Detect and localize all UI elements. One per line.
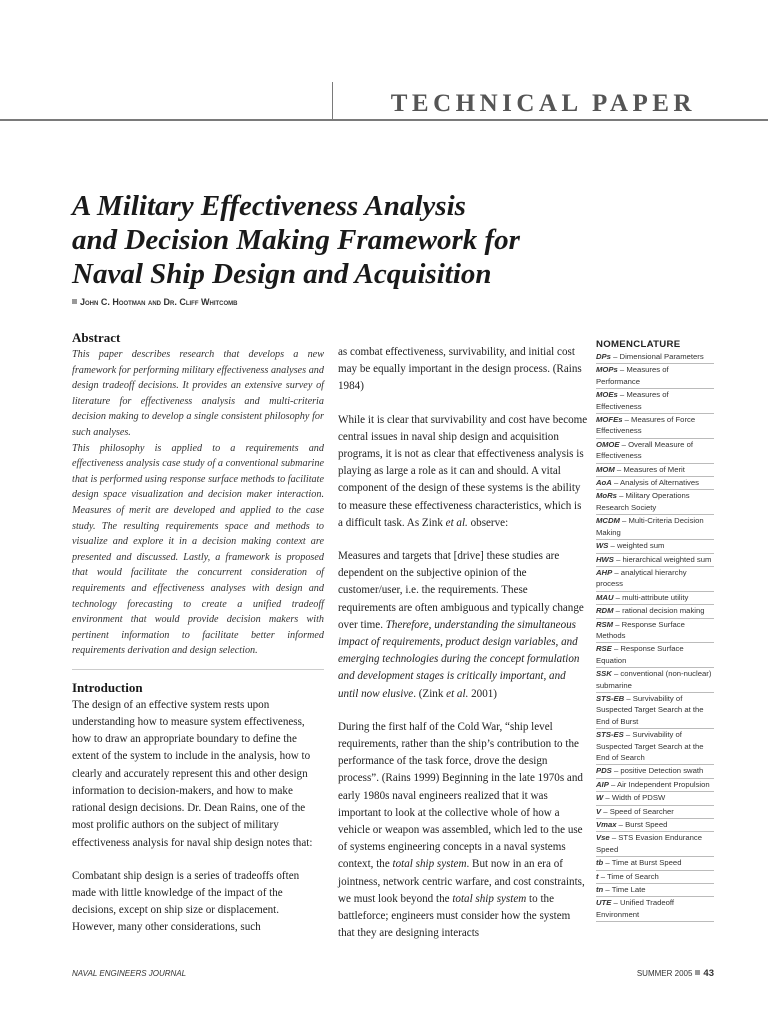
nomenclature-definition: Measures of Merit — [623, 464, 685, 474]
introduction-heading: Introduction — [72, 679, 143, 695]
nomenclature-definition: Multi-Criteria Decision Making — [596, 516, 704, 537]
nomenclature-definition: Military Operations Research Society — [596, 491, 690, 512]
nomenclature-list — [596, 351, 714, 922]
introduction-paragraph-1: The design of an effective system rests upon understanding how to measure system effectiveness, how to draw an appropriate boundary to define the extent of the system to include in the analysis, how to clearly and accurately represent this and other design information to decision-makers, and how to make rational design decisions. Dr. Dean Rains, one of the most prolific authors on the subject of military effectiveness analysis for naval ship design notes that: — [72, 698, 313, 849]
nomenclature-item: MOEs – Measures of Effectiveness — [596, 389, 714, 414]
nomenclature-item: tb – Time at Burst Speed — [596, 857, 714, 870]
nomenclature-abbr: STS-ES — [596, 730, 624, 740]
nomenclature-sidebar — [596, 339, 714, 922]
paper-title — [72, 189, 672, 291]
nomenclature-definition: multi-attribute utility — [622, 592, 689, 602]
nomenclature-definition: Time Late — [611, 885, 646, 895]
nomenclature-item: RSM – Response Surface Methods — [596, 619, 714, 644]
nomenclature-definition: analytical hierarchy process — [596, 567, 687, 589]
nomenclature-item: WS – weighted sum — [596, 540, 714, 553]
nomenclature-item: W – Width of PDSW — [596, 792, 714, 805]
text-run-italic: et al. — [445, 516, 468, 529]
nomenclature-definition: hierarchical weighted sum — [622, 554, 712, 564]
title-line-3: Naval Ship Design and Acquisition — [72, 258, 492, 290]
text-run: While it is clear that survivability and cost have become central issues in naval ship design and acquisition programs, it is not as clear that effectiveness analysis is playing as large a role as it can and should. A vital component of the design of these systems is the ability to measure these effectiveness characteristics, which is a difficult task. As Zink — [338, 413, 588, 529]
text-run: During the first half of the Cold War, “ship level requirements, rather than the ship’s contribution to the performance of the task force, drove the design process”. (Rains 1999) Beginning in the late 1970s and early 1980s naval engineers realized that it was important to look at the collective whole of how a vehicle or weapon was assembled, which led to the use of systems engineering concepts in a naval systems context, the — [338, 720, 583, 871]
nomenclature-definition: Unified Tradeoff Environment — [596, 898, 675, 919]
nomenclature-abbr: tn — [596, 885, 604, 895]
footer-issue-page — [637, 968, 714, 979]
nomenclature-definition: Air Independent Propulsion — [616, 779, 710, 789]
body-paragraph-survivability — [338, 412, 588, 532]
footer-issue: SUMMER 2005 — [636, 969, 693, 978]
nomenclature-definition: Width of PDSW — [611, 793, 666, 803]
nomenclature-definition: Speed of Searcher — [609, 806, 674, 816]
nomenclature-abbr: MoRs — [596, 491, 617, 501]
nomenclature-definition: Measures of Force Effectiveness — [596, 415, 696, 436]
author-line — [72, 297, 238, 307]
nomenclature-abbr: MOEs — [596, 390, 618, 400]
nomenclature-item: STS-ES – Survivability of Suspected Target Search at the End of Search — [596, 729, 714, 765]
nomenclature-item: MOPs – Measures of Performance — [596, 364, 714, 389]
nomenclature-item: RDM – rational decision making — [596, 605, 714, 618]
nomenclature-abbr: RSM — [596, 619, 614, 629]
nomenclature-definition: conventional (non-nuclear) submarine — [596, 669, 712, 690]
nomenclature-definition: Dimensional Parameters — [619, 352, 704, 361]
nomenclature-item: AoA – Analysis of Alternatives — [596, 477, 714, 490]
nomenclature-definition: Response Surface Equation — [596, 644, 684, 665]
nomenclature-item: MOM – Measures of Merit — [596, 464, 714, 477]
quote-continuation: as combat effectiveness, survivability, and initial cost may be equally important in the design process. (Rains 1984) — [338, 346, 582, 393]
text-run: Measures and targets that [drive] these studies are dependent on the subjective opinion of the customer/user, i.e. the requirements. These requirements are often ambiguous and typically change over time. — [338, 550, 584, 631]
nomenclature-abbr: WS — [596, 541, 609, 551]
nomenclature-definition: Measures of Effectiveness — [596, 390, 669, 411]
nomenclature-abbr: DPs — [596, 352, 611, 361]
nomenclature-abbr: Vmax — [596, 820, 617, 830]
nomenclature-definition: Analysis of Alternatives — [619, 478, 699, 488]
section-divider — [72, 669, 324, 670]
nomenclature-item: MOFEs – Measures of Force Effectiveness — [596, 414, 714, 439]
nomenclature-definition: Time at Burst Speed — [611, 858, 682, 868]
nomenclature-abbr: PDS — [596, 766, 612, 776]
nomenclature-abbr: MOPs — [596, 365, 618, 375]
nomenclature-item: t – Time of Search — [596, 871, 714, 884]
text-run: 2001) — [468, 687, 497, 700]
abstract-heading: Abstract — [72, 330, 121, 345]
header-rule — [0, 119, 768, 121]
nomenclature-definition: Time of Search — [606, 871, 659, 881]
text-run-italic: total ship system — [452, 892, 527, 905]
nomenclature-definition: positive Detection swath — [620, 766, 704, 776]
column-left — [72, 330, 324, 937]
nomenclature-abbr: MCDM — [596, 516, 620, 526]
nomenclature-definition: Burst Speed — [625, 820, 668, 830]
nomenclature-abbr: AoA — [596, 478, 612, 488]
text-run-italic: total ship system — [392, 858, 467, 871]
nomenclature-item: AIP – Air Independent Propulsion — [596, 779, 714, 792]
text-run: . (Zink — [413, 687, 447, 700]
authors: John C. Hootman and Dr. Cliff Whitcomb — [80, 297, 238, 307]
nomenclature-abbr: UTE — [596, 898, 612, 908]
bullet-square-icon — [695, 970, 700, 975]
text-run-italic: et al. — [446, 687, 469, 700]
body-paragraph-cold-war — [338, 719, 588, 943]
nomenclature-item: MAU – multi-attribute utility — [596, 592, 714, 605]
nomenclature-item: HWS – hierarchical weighted sum — [596, 554, 714, 567]
nomenclature-abbr: STS-EB — [596, 693, 625, 703]
nomenclature-item: Vse – STS Evasion Endurance Speed — [596, 832, 714, 857]
nomenclature-abbr: HWS — [596, 554, 614, 564]
nomenclature-abbr: t — [596, 871, 599, 881]
nomenclature-abbr: OMOE — [596, 439, 620, 449]
title-line-2: and Decision Making Framework for — [72, 224, 520, 256]
nomenclature-definition: Response Surface Methods — [596, 619, 685, 640]
nomenclature-item: STS-EB – Survivability of Suspected Target Search at the End of Burst — [596, 693, 714, 729]
abstract-paragraph-2: This philosophy is applied to a requirements and effectiveness analysis case study of a conventional submarine that is performed using response surface methods to facilitate design space visualization and decision maker interaction. Measures of merit are developed and applied to the case study. The resulting requirements space and methods to visualize and explore it in a decision making context are presented and discussed. Lastly, a framework is proposed that would facilitate the concurrent consideration of requirements and effectiveness analyses with design and technology forecasting to create a unified tradeoff environment that would provide decision makers with pertinent information to facilitate better informed requirements derivation and design selection. — [72, 442, 324, 657]
page-number: 43 — [703, 968, 714, 979]
nomenclature-abbr: MAU — [596, 592, 614, 602]
nomenclature-abbr: SSK — [596, 669, 612, 679]
nomenclature-item: AHP – analytical hierarchy process — [596, 567, 714, 592]
nomenclature-item: SSK – conventional (non-nuclear) submarine — [596, 668, 714, 693]
header-divider-vertical — [332, 82, 333, 119]
nomenclature-definition: Overall Measure of Effectiveness — [596, 439, 694, 461]
nomenclature-item: DPs – Dimensional Parameters — [596, 351, 714, 364]
nomenclature-definition: Survivability of Suspected Target Search at the End of Search — [596, 730, 704, 762]
footer-journal: NAVAL ENGINEERS JOURNAL — [72, 969, 187, 978]
nomenclature-item: V – Speed of Searcher — [596, 806, 714, 819]
nomenclature-abbr: V — [596, 806, 602, 816]
nomenclature-item: MoRs – Military Operations Research Society — [596, 490, 714, 515]
abstract-paragraph-1: This paper describes research that develops a new framework for performing military effectiveness analyses and design tradeoff decisions. It provides an extensive survey of literature for effectiveness analysis and multi-criteria decision making to develop a single consistent philosophy for such analyses. — [72, 349, 324, 438]
nomenclature-item: PDS – positive Detection swath — [596, 765, 714, 778]
nomenclature-abbr: RDM — [596, 606, 614, 616]
nomenclature-definition: Measures of Performance — [596, 365, 669, 386]
nomenclature-abbr: AIP — [596, 779, 609, 789]
nomenclature-item: UTE – Unified Tradeoff Environment — [596, 897, 714, 922]
nomenclature-item: tn – Time Late — [596, 884, 714, 897]
nomenclature-abbr: MOM — [596, 464, 615, 474]
nomenclature-abbr: W — [596, 793, 604, 803]
nomenclature-definition: STS Evasion Endurance Speed — [596, 833, 703, 854]
nomenclature-item: RSE – Response Surface Equation — [596, 643, 714, 668]
text-run: observe: — [467, 516, 509, 529]
nomenclature-definition: weighted sum — [616, 541, 665, 551]
nomenclature-abbr: Vse — [596, 833, 610, 843]
text-run: to the battleforce; engineers must consider how the system that they are designing interacts — [338, 892, 571, 940]
text-run-italic: Therefore, understanding the simultaneous impact of requirements, product design variables, and emerging technologies during the concept formulation and development stages is critically important, and until now elusive — [338, 618, 580, 700]
introduction-quote: Combatant ship design is a series of tradeoffs often made with little knowledge of the impact of the decisions, except on ship size or displacement. However, many other considerations, such — [72, 869, 300, 934]
section-label: TECHNICAL PAPER — [390, 90, 696, 117]
nomenclature-item: Vmax – Burst Speed — [596, 819, 714, 832]
nomenclature-heading: NOMENCLATURE — [596, 339, 681, 350]
nomenclature-abbr: RSE — [596, 644, 612, 654]
nomenclature-definition: rational decision making — [622, 606, 705, 616]
nomenclature-abbr: tb — [596, 858, 604, 868]
column-middle — [338, 344, 588, 943]
nomenclature-item: MCDM – Multi-Criteria Decision Making — [596, 515, 714, 540]
nomenclature-abbr: AHP — [596, 567, 613, 577]
zink-quote — [338, 548, 588, 703]
nomenclature-abbr: MOFEs — [596, 415, 623, 425]
nomenclature-definition: Survivability of Suspected Target Search at the End of Burst — [596, 693, 704, 726]
text-run: . But now in an era of jointness, network centric warfare, and cost constraints, we must look beyond the — [338, 858, 585, 905]
bullet-square-icon — [72, 299, 77, 304]
title-line-1: A Military Effectiveness Analysis — [72, 190, 466, 222]
nomenclature-item: OMOE – Overall Measure of Effectiveness — [596, 439, 714, 464]
